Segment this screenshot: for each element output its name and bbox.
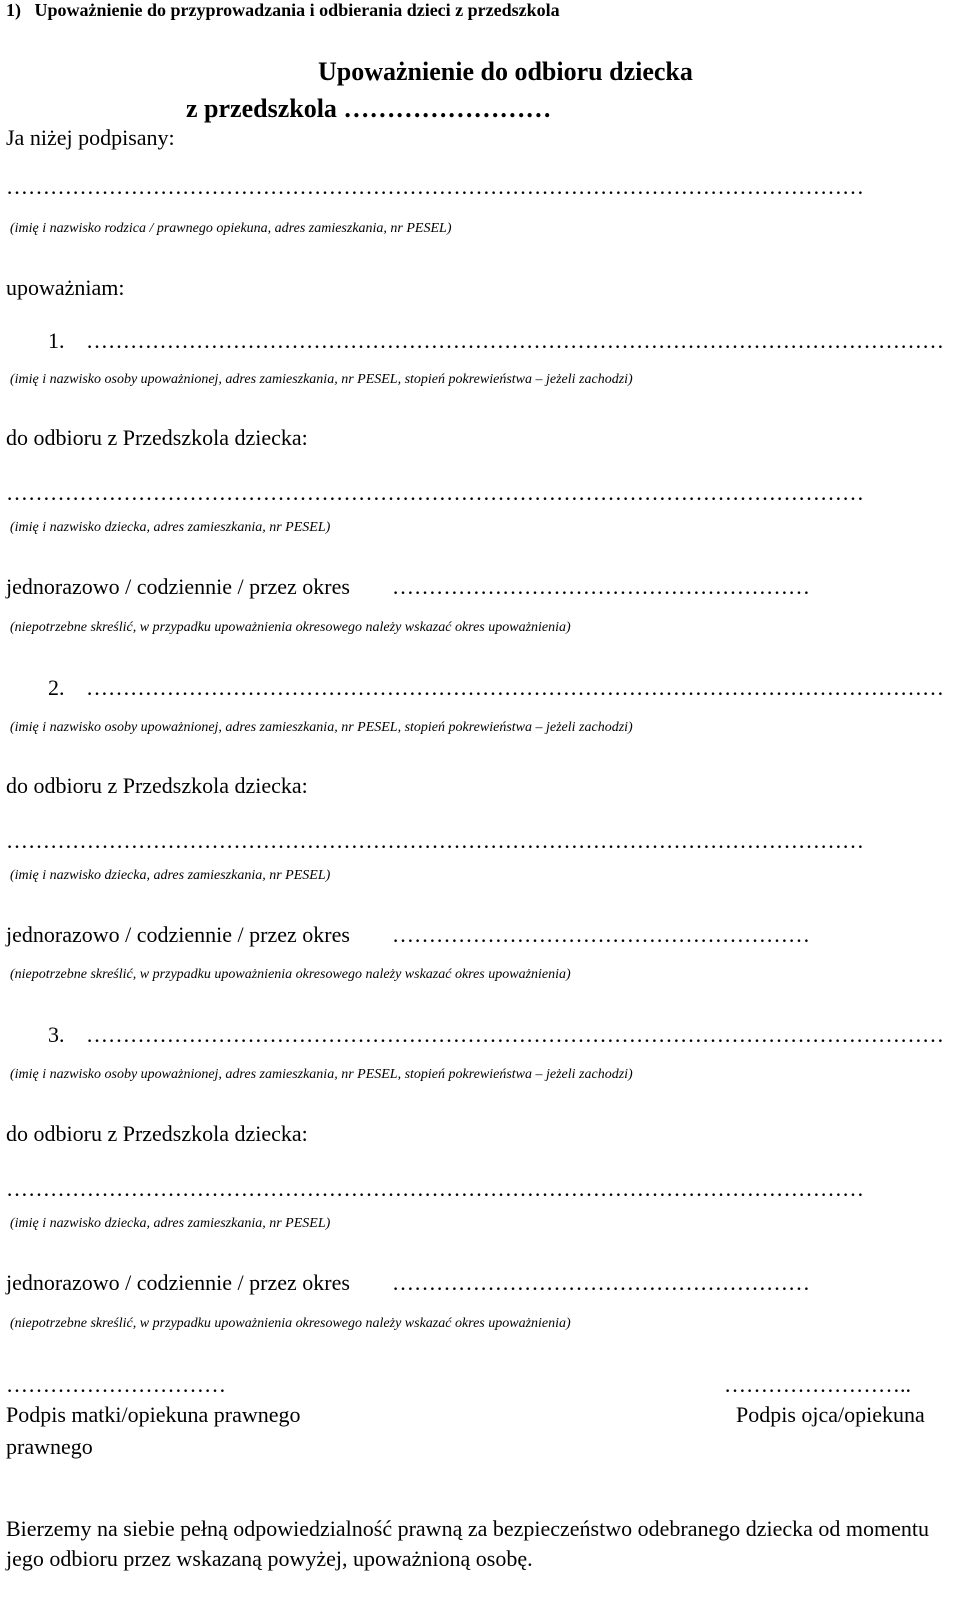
intro-text: Ja niżej podpisany: [6,125,175,150]
person-hint: (imię i nazwisko osoby upoważnionej, adres zamieszkania, nr PESEL, stopień pokrewieństwa – jeżeli zachodzi) [10,1067,633,1082]
period-dotted-line[interactable]: ………………………………………………… [392,574,810,599]
signature-left-label: Podpis matki/opiekuna prawnego [6,1402,301,1427]
period-label: jednorazowo / codziennie / przez okres [6,922,350,947]
authorize-label: upoważniam: [6,275,125,300]
period-dotted-line[interactable]: ………………………………………………… [392,1270,810,1295]
pickup-label: do odbioru z Przedszkola dziecka: [6,425,308,450]
child-hint: (imię i nazwisko dziecka, adres zamieszkania, nr PESEL) [10,868,331,883]
child-hint: (imię i nazwisko dziecka, adres zamieszkania, nr PESEL) [10,1216,331,1231]
period-hint: (niepotrzebne skreślić, w przypadku upoważnienia okresowego należy wskazać okres upoważnienia) [10,1316,571,1331]
person-dotted-line[interactable]: ……………………………………………………………………………………………………… [86,675,944,700]
period-label: jednorazowo / codziennie / przez okres [6,1270,350,1295]
person-hint: (imię i nazwisko osoby upoważnionej, adres zamieszkania, nr PESEL, stopień pokrewieństwa – jeżeli zachodzi) [10,372,633,387]
pickup-label: do odbioru z Przedszkola dziecka: [6,1121,308,1146]
child-hint: (imię i nazwisko dziecka, adres zamieszkania, nr PESEL) [10,520,331,535]
person-hint: (imię i nazwisko osoby upoważnionej, adres zamieszkania, nr PESEL, stopień pokrewieństwa – jeżeli zachodzi) [10,720,633,735]
signature-left-label-cont: prawnego [6,1434,93,1459]
period-hint: (niepotrzebne skreślić, w przypadku upoważnienia okresowego należy wskazać okres upoważnienia) [10,620,571,635]
document-header: 1) Upoważnienie do przyprowadzania i odbierania dzieci z przedszkola [6,0,560,20]
person-number: 1. [48,328,65,353]
person-dotted-line[interactable]: ……………………………………………………………………………………………………… [86,328,944,353]
signature-right-label: Podpis ojca/opiekuna [736,1402,925,1427]
signature-right-dotted-line[interactable]: …………………….. [724,1372,911,1397]
document-title-line2: z przedszkola …………………… [186,94,552,123]
signature-left-dotted-line[interactable]: ………………………… [6,1372,226,1397]
parent-hint: (imię i nazwisko rodzica / prawnego opiekuna, adres zamieszkania, nr PESEL) [10,221,452,236]
parent-dotted-line[interactable]: ……………………………………………………………………………………………………… [6,174,864,199]
period-hint: (niepotrzebne skreślić, w przypadku upoważnienia okresowego należy wskazać okres upoważnienia) [10,967,571,982]
child-dotted-line[interactable]: ……………………………………………………………………………………………………… [6,828,864,853]
person-number: 3. [48,1022,65,1047]
person-dotted-line[interactable]: ……………………………………………………………………………………………………… [86,1022,944,1047]
period-dotted-line[interactable]: ………………………………………………… [392,922,810,947]
period-label: jednorazowo / codziennie / przez okres [6,574,350,599]
document-title: Upoważnienie do odbioru dziecka [318,57,693,86]
child-dotted-line[interactable]: ……………………………………………………………………………………………………… [6,480,864,505]
closing-statement: Bierzemy na siebie pełną odpowiedzialność prawną za bezpieczeństwo odebranego dziecka od momentu jego odbioru przez wskazaną powyżej, upoważnioną osobę. [6,1516,930,1571]
pickup-label: do odbioru z Przedszkola dziecka: [6,773,308,798]
child-dotted-line[interactable]: ……………………………………………………………………………………………………… [6,1176,864,1201]
person-number: 2. [48,675,65,700]
